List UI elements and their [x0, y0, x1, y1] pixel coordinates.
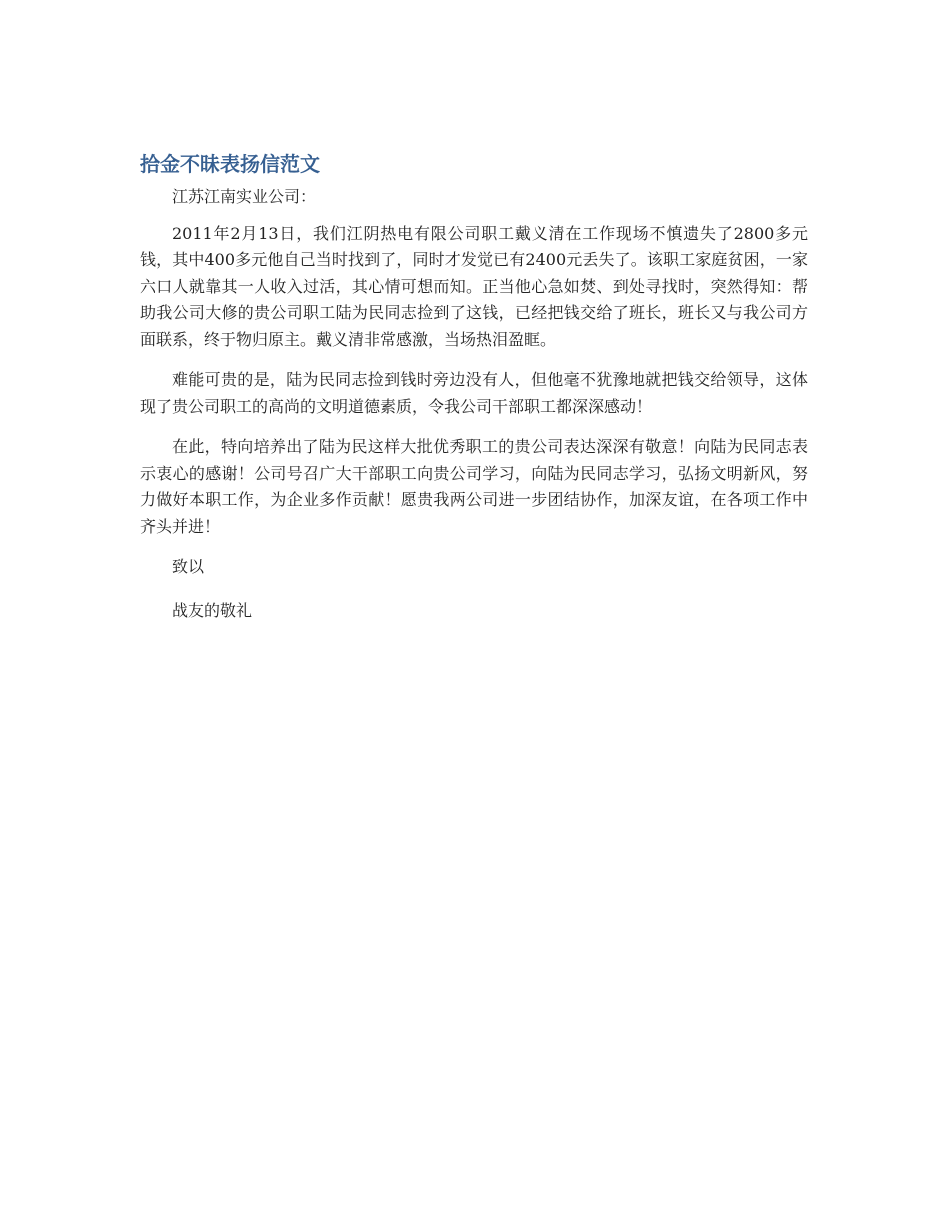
salutation: 江苏江南实业公司：	[172, 187, 317, 206]
closing-greeting: 致以	[172, 557, 205, 576]
paragraph-3: 在此，特向培养出了陆为民这样大批优秀职工的贵公司表达深深有敬意！向陆为民同志表示衷心的感谢！公司号召广大干部职工向贵公司学习，向陆为民同志学习，弘扬文明新风，努力做好本职工作，为企业多作贡献！愿贵我两公司进一步团结协作，加深友谊，在各项工作中齐头并进！	[140, 437, 808, 536]
paragraph-2: 难能可贵的是，陆为民同志捡到钱时旁边没有人，但他毫不犹豫地就把钱交给领导，这体现了贵公司职工的高尚的文明道德素质，令我公司干部职工都深深感动！	[140, 370, 808, 416]
document-body	[140, 150, 808, 641]
paragraph-1: 2011年2月13日，我们江阴热电有限公司职工戴义清在工作现场不慎遗失了2800多元钱，其中400多元他自己当时找到了，同时才发觉已有2400元丢失了。该职工家庭贫困，一家六口人就靠其一人收入过活，其心情可想而知。正当他心急如焚、到处寻找时，突然得知：帮助我公司大修的贵公司职工陆为民同志捡到了这钱，已经把钱交给了班长，班长又与我公司方面联系，终于物归原主。戴义清非常感激，当场热泪盈眶。	[140, 223, 808, 349]
document-title: 拾金不昧表扬信范文	[140, 152, 320, 176]
closing-salute: 战友的敬礼	[172, 600, 253, 620]
